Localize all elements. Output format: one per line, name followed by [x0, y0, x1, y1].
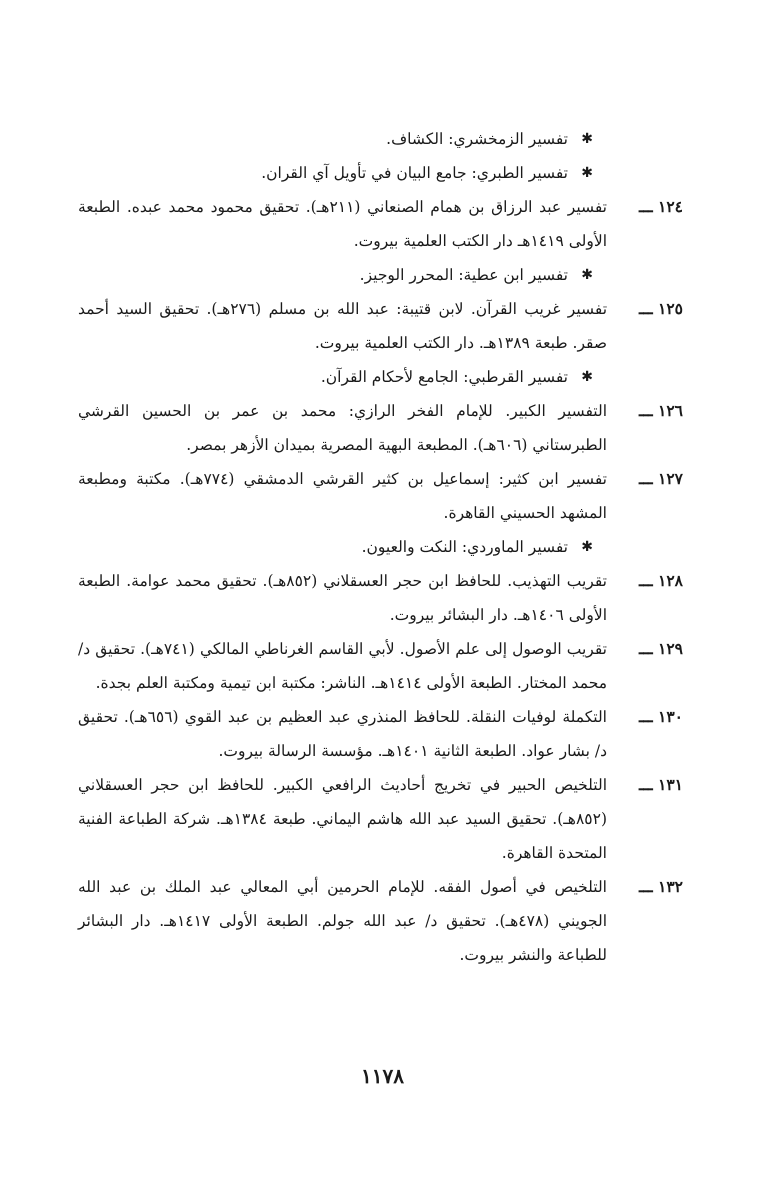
asterisk-bullet-icon: ✱: [581, 131, 593, 147]
page-number: ١١٧٨: [361, 1064, 404, 1088]
bibliography-star-entry: [78, 156, 683, 190]
entry-text: تقريب الوصول إلى علم الأصول. لأبي القاسم الغرناطي المالكي (٧٤١هـ). تحقيق د/ محمد المختار. الطبعة الأولى ١٤١٤هـ. الناشر: مكتبة ابن تيمية ومكتبة العلم بجدة.: [78, 640, 607, 692]
entry-number: ١٣٠ ـــ: [638, 707, 683, 726]
bibliography-entry: [78, 768, 683, 870]
entry-text: التلخيص في أصول الفقه. للإمام الحرمين أبي المعالي عبد الملك بن عبد الله الجويني (٤٧٨هـ). تحقيق د/ عبد الله جولم. الطبعة الأولى ١٤١٧هـ. دار البشائر للطباعة والنشر بيروت.: [78, 878, 608, 964]
entry-number: ١٢٦ ـــ: [638, 401, 683, 420]
bibliography-entry: [78, 700, 683, 768]
entry-text: تقريب التهذيب. للحافظ ابن حجر العسقلاني (٨٥٢هـ). تحقيق محمد عوامة. الطبعة الأولى ١٤٠٦هـ. دار البشائر بيروت.: [78, 572, 607, 624]
entry-text: تفسير القرطبي: الجامع لأحكام القرآن.: [320, 368, 568, 386]
entry-text: تفسير الزمخشري: الكشاف.: [386, 130, 568, 148]
entry-number: ١٢٧ ـــ: [638, 469, 683, 488]
entry-number: ١٢٥ ـــ: [638, 299, 683, 318]
asterisk-bullet-icon: ✱: [581, 539, 593, 555]
entry-number: ١٢٩ ـــ: [638, 639, 683, 658]
entry-number: ١٣٢ ـــ: [638, 877, 683, 896]
bibliography-star-entry: [78, 360, 683, 394]
bibliography-entry: [78, 870, 683, 972]
bibliography-entry: [78, 632, 683, 700]
entry-number: ١٢٤ ـــ: [638, 197, 683, 216]
bibliography-entry: [78, 190, 683, 258]
bibliography-star-entry: [78, 258, 683, 292]
entry-text: تفسير الماوردي: النكت والعيون.: [361, 538, 568, 556]
entry-text: تفسير ابن عطية: المحرر الوجيز.: [359, 266, 568, 284]
bibliography-star-entry: [78, 122, 683, 156]
entry-number: ١٢٨ ـــ: [638, 571, 683, 590]
bibliography-star-entry: [78, 530, 683, 564]
asterisk-bullet-icon: ✱: [581, 165, 593, 181]
entry-text: التلخيص الحبير في تخريج أحاديث الرافعي الكبير. للحافظ ابن حجر العسقلاني (٨٥٢هـ). تحقيق السيد عبد الله هاشم اليماني. طبعة ١٣٨٤هـ. شركة الطباعة الفنية المتحدة القاهرة.: [78, 776, 608, 862]
bibliography-entry: [78, 564, 683, 632]
bibliography-entry: [78, 394, 683, 462]
asterisk-bullet-icon: ✱: [581, 267, 593, 283]
entry-text: تفسير ابن كثير: إسماعيل بن كثير القرشي الدمشقي (٧٧٤هـ). مكتبة ومطبعة المشهد الحسيني القاهرة.: [78, 470, 607, 522]
entry-number: ١٣١ ـــ: [638, 775, 683, 794]
bibliography-entry: [78, 462, 683, 530]
entry-text: تفسير الطبري: جامع البيان في تأويل آي القران.: [261, 164, 568, 182]
bibliography-entry: [78, 292, 683, 360]
entry-text: تفسير عبد الرزاق بن همام الصنعاني (٢١١هـ). تحقيق محمود محمد عبده. الطبعة الأولى ١٤١٩هـ دار الكتب العلمية بيروت.: [78, 198, 607, 250]
asterisk-bullet-icon: ✱: [581, 369, 593, 385]
entry-text: التكملة لوفيات النقلة. للحافظ المنذري عبد العظيم بن عبد القوي (٦٥٦هـ). تحقيق د/ بشار عواد. الطبعة الثانية ١٤٠١هـ. مؤسسة الرسالة بيروت.: [78, 708, 607, 760]
entry-text: تفسير غريب القرآن. لابن قتيبة: عبد الله بن مسلم (٢٧٦هـ). تحقيق السيد أحمد صقر. طبعة ١٣٨٩هـ. دار الكتب العلمية بيروت.: [78, 300, 608, 352]
bibliography-list: [78, 122, 683, 972]
entry-text: التفسير الكبير. للإمام الفخر الرازي: محمد بن عمر بن الحسين القرشي الطبرستاني (٦٠٦هـ). المطبعة البهية المصرية بميدان الأزهر بمصر.: [78, 402, 607, 454]
